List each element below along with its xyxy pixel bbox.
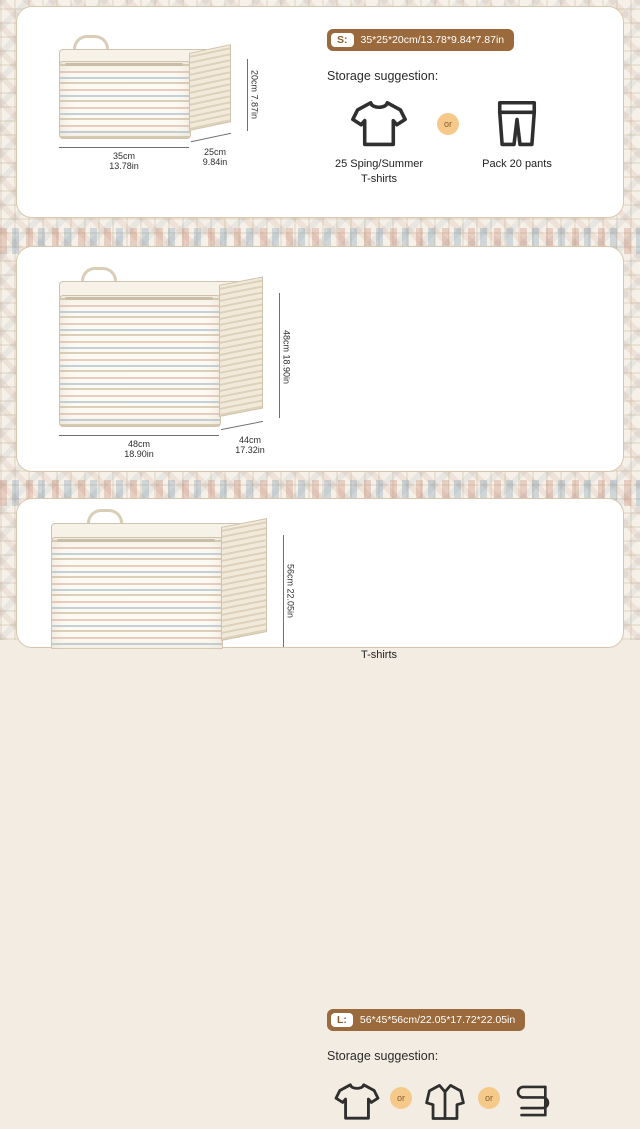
dimension-depth-cm: 44cm <box>238 435 261 445</box>
dimension-height-cm: 56cm <box>285 563 296 586</box>
dimension-line-width <box>59 147 189 148</box>
basket-zipper <box>57 539 215 542</box>
storage-suggestion-label-s: Storage suggestion: <box>327 69 439 83</box>
dimension-width-cm: 48cm <box>127 439 150 449</box>
basket-side <box>221 518 267 641</box>
dimension-line-depth <box>221 421 263 430</box>
basket-front <box>59 61 191 139</box>
basket-side <box>189 44 231 131</box>
caption-line-2: T-shirts <box>360 648 398 661</box>
product-photo-m <box>51 265 321 465</box>
dimension-width-label <box>101 439 177 460</box>
size-dimensions-text-s: 35*25*20cm/13.78*9.84*7.87in <box>360 34 505 46</box>
or-badge: or <box>437 113 459 135</box>
dimension-depth-label <box>217 435 283 456</box>
basket-zipper <box>65 297 213 300</box>
dimension-line-height <box>279 293 280 418</box>
size-letter-s: S: <box>331 33 354 47</box>
caption-line-2: T-shirts <box>360 172 398 185</box>
storage-items-l <box>327 1073 611 1129</box>
dimension-width-in: 13.78in <box>109 161 139 172</box>
product-photo-l <box>35 509 305 649</box>
dimension-width-in: 18.90in <box>124 449 154 460</box>
basket-front <box>51 537 223 649</box>
dimension-height-label <box>249 61 259 129</box>
storage-item-tshirt-s <box>327 95 431 187</box>
dimension-line-width <box>59 435 219 436</box>
or-badge: or <box>390 1087 412 1109</box>
size-badge-s <box>327 29 514 51</box>
pants-icon <box>465 95 569 151</box>
storage-item-caption-s-1 <box>327 157 431 187</box>
coat-icon <box>415 1073 475 1129</box>
or-separator-l-1 <box>387 1073 415 1109</box>
storage-item-tshirt-l <box>327 1073 387 1129</box>
dimension-depth-label <box>185 147 245 168</box>
basket-front <box>59 295 221 427</box>
size-badge-l <box>327 1009 525 1031</box>
dimension-height-cm: 20cm <box>249 70 260 93</box>
or-badge: or <box>478 1087 500 1109</box>
dimension-line-height <box>283 535 284 647</box>
or-separator-l-2 <box>475 1073 503 1109</box>
dimension-line-depth <box>191 133 231 143</box>
storage-item-coat-l <box>415 1073 475 1129</box>
size-card-s <box>16 6 624 218</box>
dimension-height-label <box>281 305 291 409</box>
product-photo-s <box>51 29 301 199</box>
bedding-icon <box>503 1073 563 1129</box>
dimension-height-cm: 48cm <box>281 329 292 352</box>
tshirt-icon <box>327 1073 387 1129</box>
caption-line-1: Pack 20 pants <box>482 158 552 170</box>
dimension-height-in: 7.87in <box>249 95 260 120</box>
dimension-width-label <box>89 151 159 172</box>
or-separator-s <box>431 95 465 135</box>
dimension-height-in: 18.90in <box>281 354 292 385</box>
size-dimensions-text-l: 56*45*56cm/22.05*17.72*22.05in <box>359 1014 516 1026</box>
storage-item-pants-s <box>465 95 569 172</box>
dimension-depth-in: 9.84in <box>202 157 228 168</box>
size-letter-l: L: <box>331 1013 353 1027</box>
storage-item-bedding-l <box>503 1073 563 1129</box>
dimension-width-cm: 35cm <box>112 151 135 161</box>
size-info-l <box>327 1009 611 1129</box>
size-info-s <box>327 29 611 187</box>
basket-side <box>219 276 263 417</box>
storage-items-s <box>327 95 611 187</box>
dimension-height-in: 22.05in <box>285 588 296 619</box>
caption-line-1: 25 Sping/Summer <box>334 158 424 170</box>
tshirt-icon <box>327 95 431 151</box>
dimension-depth-cm: 25cm <box>203 147 226 157</box>
storage-suggestion-label-l: Storage suggestion: <box>327 1049 439 1063</box>
basket-zipper <box>65 63 183 66</box>
dimension-height-label <box>285 543 295 639</box>
dimension-line-height <box>247 59 248 131</box>
dimension-depth-in: 17.32in <box>235 445 265 456</box>
storage-item-caption-s-2 <box>465 157 569 172</box>
